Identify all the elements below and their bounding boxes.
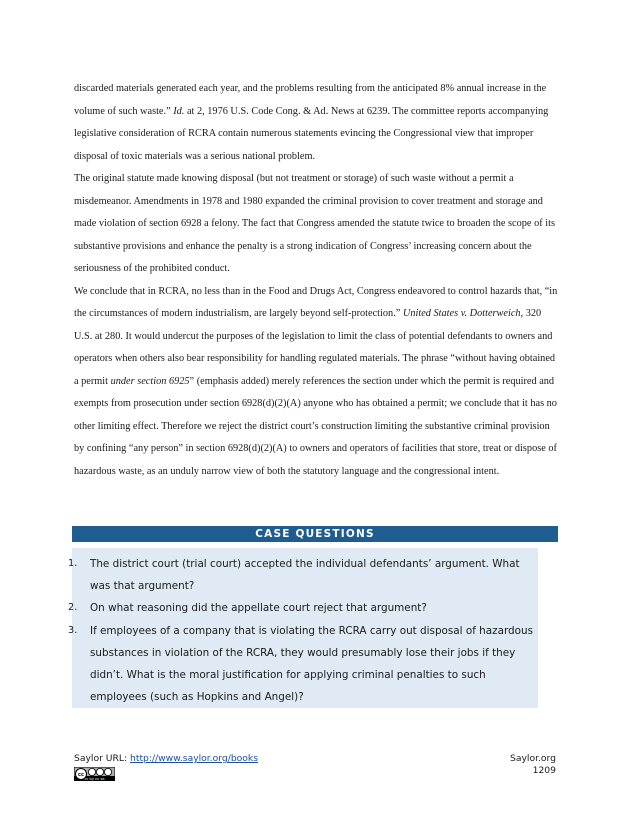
case-questions-header: CASE QUESTIONS bbox=[72, 526, 558, 542]
question-item bbox=[68, 597, 542, 619]
creative-commons-badge-icon bbox=[74, 767, 115, 781]
question-item bbox=[68, 553, 542, 597]
id-citation: Id. bbox=[173, 105, 185, 117]
question-item bbox=[68, 620, 542, 709]
case-questions-list bbox=[68, 553, 542, 708]
page-number: 1209 bbox=[532, 765, 556, 776]
emphasis-text: under section 6925 bbox=[110, 375, 190, 387]
footer-url bbox=[74, 753, 258, 765]
case-citation: United States v. Dotterweich bbox=[402, 308, 521, 319]
paragraph-1: discarded materials generated each year, and the problems resulting from the anticipated 8% annual increase in the volume of such waste.” Id. at 2, 1976 U.S. Code Cong. & Ad. News at 6239. The committee reports accompanying legislative consideration of RCRA contain numerous statements evincing the Congressional view that improper disposal of toxic materials was a serious national problem. bbox=[74, 83, 549, 162]
url-label: Saylor URL: bbox=[74, 753, 131, 764]
question-number: 3. bbox=[68, 624, 78, 636]
question-text: On what reasoning did the appellate court reject that argument? bbox=[90, 602, 427, 615]
paragraph-2: The original statute made knowing disposal (but not treatment or storage) of such waste without a permit a misdemeanor. Amendments in 1978 and 1980 expanded the criminal provision to cover treatment and storage and made violation of section 6928 a felony. The fact that Congress amended the statute twice to broaden the scope of its substantive provisions and enhance the penalty is a strong indication of Congress’ increasing concern about the seriousness of the prohibited conduct. bbox=[74, 173, 555, 274]
question-text: If employees of a company that is violating the RCRA carry out disposal of hazardous substances in violation of the RCRA, they would presumably lose their jobs if they didn’t. What is the moral justification for applying criminal penalties to such employees (such as Hopkins and Angel)? bbox=[90, 624, 533, 704]
question-number: 1. bbox=[68, 558, 78, 569]
site-name: Saylor.org bbox=[510, 753, 556, 764]
saylor-books-link[interactable]: http://www.saylor.org/books bbox=[130, 753, 259, 764]
paragraph-3: We conclude that in RCRA, no less than in the Food and Drugs Act, Congress endeavored to control hazards that, “in the circumstances of modern industrialism, are largely beyond self-protection.” United States v. Dotterweich, 320 U.S. at 280. It would undercut the purposes of the legislation to limit the class of potential defendants to owners and operators when others also bear responsibility for handling regulated materials. The phrase “without having obtained a permit under section 6925” (emphasis added) merely references the section under which the permit is required and exempts from prosecution under section 6928(d)(2)(A) anyone who has obtained a permit; we conclude that it has no other limiting effect. Therefore we reject the district court’s construction limiting the substantive criminal provision by confining “any person” in section 6928(d)(2)(A) to owners and operators of facilities that store, treat or dispose of hazardous waste, as an unduly narrow view of both the statutory language and the congressional intent. bbox=[74, 285, 558, 477]
question-number: 2. bbox=[68, 602, 78, 614]
question-text: The district court (trial court) accepted the individual defendants’ argument. What was that argument? bbox=[90, 558, 520, 593]
svg-text:cc: cc bbox=[78, 772, 84, 778]
badge-text: cc by nc sa bbox=[84, 777, 105, 781]
opinion-text bbox=[74, 78, 558, 483]
footer-right bbox=[510, 753, 556, 777]
